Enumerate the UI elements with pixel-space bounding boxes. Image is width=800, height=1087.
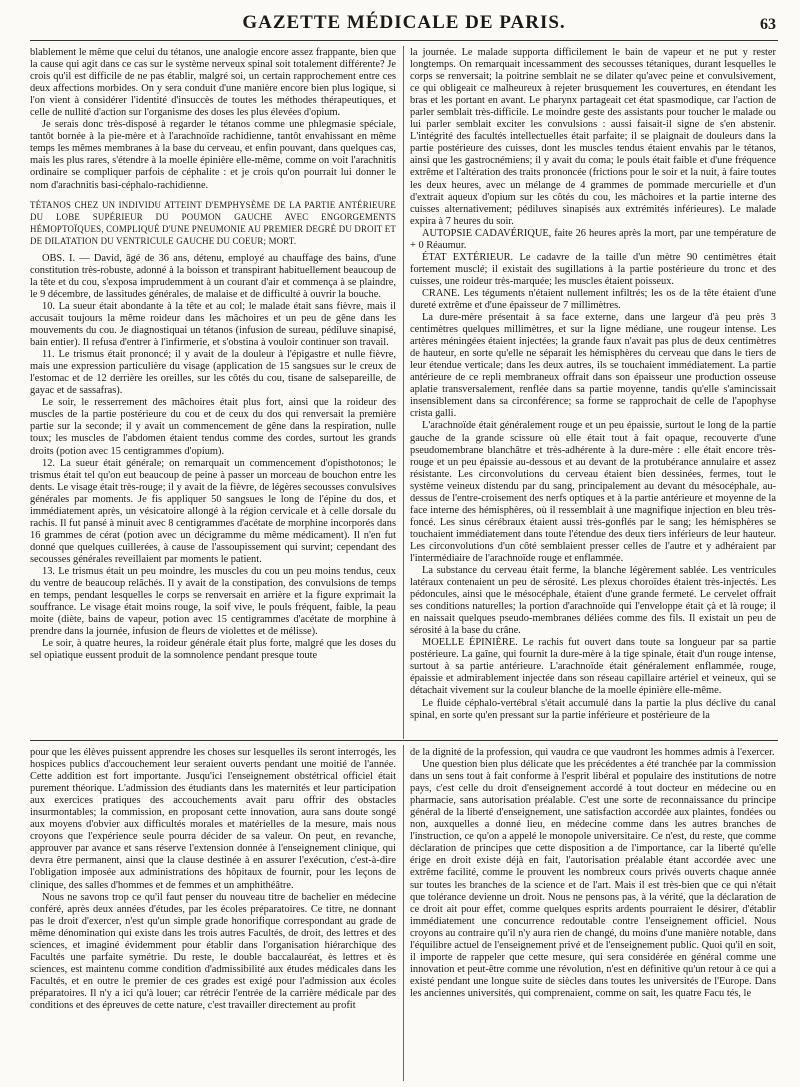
paragraph: MOELLE ÉPINIÈRE. Le rachis fut ouvert dans toute sa longueur par sa partie postérieure. La gaîne, qui fournit la dure-mère à la tige spinale, était d'un rouge intense, surtout à sa partie antérieure. L'arachnoïde était généralement enflammée, rouge, épaissie et admirablement injectée dans son réseau capillaire artériel et veineux, qui se détachait vivement sur la couleur blanche de la moelle épinière elle-même. [410,637,776,697]
paragraph: de la dignité de la profession, qui vaudra ce que vaudront les hommes admis à l'exercer. [410,747,775,758]
paragraph: blablement le même que celui du tétanos, une analogie encore assez frappante, bien que la cause qui agit dans ce cas sur le système nerveux spinal soit totalement différente? Je crois qu'il est difficile de ne pas établir, malgré soi, un certain rapprochement entre ces deux affections morbides. On y sera conduit d'une manière encore bien plus logique, si l'on vient à considérer l'identité d'insuccès de toutes les méthodes thérapeutiques, et celle de nullité d'action sur l'organisme des doses les plus élevées d'opium. [30,47,396,119]
paragraph: 10. La sueur était abondante à la tête et au col; le malade était sans fièvre, mais il accusait toujours la même roideur dans les mâchoires et un peu de gêne dans les mouvements du cou. Je diagnostiquai un tétanos (infusion de sureau, pédiluve sinapisé, bain entier). Il refusa d'entrer à l'infirmerie, et s'obstina à vouloir continuer son travail. [30,300,396,349]
top-left-column [30,47,396,740]
paragraph: OBS. I. — David, âgé de 36 ans, détenu, employé au chauffage des bains, d'une constitution très-robuste, adonné à la boisson et transpirant habituellement beaucoup de la tête et du cou, s'exposa imprudemment à un courant d'air et commença à se plaindre, le 9 décembre, de lassitudes générales, de malaise et de difficulté à ouvrir la bouche. [30,252,396,300]
paragraph: Je serais donc très-disposé à regarder le tétanos comme une phlegmasie spéciale, tantôt bornée à la pie-mère et à l'arachnoïde rachidienne, tantôt envahissant en même temps les mêmes membranes à la base du cerveau, et enfin pouvant, dans quelques cas, mais les plus rares, s'étendre à la moelle épinière elle-même, comme on voit l'arachnitis ordinaire se compliquer parfois de céphalite : et je crois qu'on pourrait lui donner le nom d'arachnitis basi-céphalo-rachidienne. [30,119,396,191]
page-header [30,0,778,41]
bottom-article-section [30,747,778,1077]
top-right-column [410,47,776,740]
paragraph: 13. Le trismus était un peu moindre, les muscles du cou un peu moins tendus, ceux du ventre de beaucoup relâchés. Il y avait de la constipation, des convulsions de temps en temps, pendant lesquelles le corps se renversait en arrière et la figure exprimait la souffrance. Le visage était moins rouge, la soif vive, le pouls fréquent, faible, la peau moite (diète, bains de vapeur, potion avec 15 centigrammes d'acétate de morphine à prendre dans la journée, infusion de fleurs de violettes et de mélisse). [30,565,396,638]
paragraph: 12. La sueur était générale; on remarquait un commencement d'opisthotonos; le trismus était tel qu'on eut beaucoup de peine à passer un morceau de bouchon entre les dents. Le visage était très-rouge; il y avait de la fièvre, de légères secousses convulsives générales par moments. Je fis appliquer 50 sangsues le long de l'épine du dos, et immédiatement après, un vésicatoire allongé à la région cervicale et à celle dorsale du rachis. Il fut pansé à minuit avec 8 centigrammes d'acétate de morphine incorporés dans 16 grammes de cérat (potion avec un décigramme du même médicament). Il n'en fut donné que quelques cuillerées, à cause de l'assoupissement qui survint; cependant des secousses générales reveillaient par moments le patient. [30,457,396,565]
top-article-section [30,47,778,741]
paragraph: Le soir, le resserrement des mâchoires était plus fort, ainsi que la roideur des muscles de la partie postérieure du cou et de ceux du dos qui renversait la première partie sur la seconde; il y avait un commencement de gêne dans la respiration, nulle toux; les muscles de l'abdomen étaient tendus comme des cordes, surtout les grands droits (potion avec 15 centigrammes d'opium). [30,397,396,457]
column-rule-top [403,46,404,739]
paragraph: 11. Le trismus était prononcé; il y avait de la douleur à l'épigastre et nulle fièvre, mais une expression particulière du visage (application de 15 sangsues sur le creux de l'estomac et de 12 derrière les oreilles, sur les côtés du cou, tisane de salsepareille, de gayac et de sassafras). [30,349,396,397]
paragraph: La dure-mère présentait à sa face externe, dans une largeur d'à peu près 3 centimètres quelques millimètres, et sur la ligne médiane, une rougeur intense. Les artères méningées étaient injectées; la grande faux n'avait pas plus de deux centimètres de hauteur, en sorte qu'elle ne séparait les hémisphères du cerveau que dans le tiers de leur étendue verticale; dans les deux autres, ils se touchaient immédiatement. La partie antérieure de ce repli membraneux offrait dans son épaisseur une production osseuse aplatie transversalement, renflée dans sa partie moyenne, tandis qu'elle s'amincissait insensiblement dans sa circonférence; sa forme se rapprochait de celle de l'apophyse crista galli. [410,312,776,420]
bottom-right-column [410,747,776,1077]
paragraph: ÉTAT EXTÉRIEUR. Le cadavre de la taille d'un mètre 90 centimètres était fortement musclé; il existait des sugillations à la partie postérieure du tronc et des cuisses, une roideur très-marquée; les muscles étaient poisseux. [410,251,776,287]
publication-title: GAZETTE MÉDICALE DE PARIS. [242,12,566,33]
section-heading: TÉTANOS CHEZ UN INDIVIDU ATTEINT D'EMPHYSÈME DE LA PARTIE ANTÉRIEURE DU LOBE SUPÉRIEUR DU POUMON GAUCHE AVEC ENGORGEMENTS HÉMOPTOÏQUES, COMPLIQUÉ D'UNE PNEUMONIE AU PREMIER DEGRÉ DU DROIT ET DE DILATATION DU VENTRICULE GAUCHE DU COEUR; MORT. [30,199,396,246]
paragraph: pour que les élèves puissent apprendre les choses sur lesquelles ils seront interrogés, les hospices publics d'accouchement leur seraient ouverts pendant une moitié de l'année. Cette addition est fort importante. Jusqu'ici l'enseignement obstétrical officiel était purement théorique. L'admission des étudiants dans les maternités et leur participation aux exercices pratiques des accouchements avait paru offrir des obstacles insurmontables; la commission, en proposant cette innovation, aura sans doute songé aux moyens d'obvier aux difficultés morales et matérielles de la mesure, mais nous croyons que l'expérience seule pourra décider de sa valeur. On peut, en revanche, approuver par avance et sans réserve l'extension donnée à l'enseignement clinique, qui devra être permanent, ainsi que la clause destinée à en assurer l'exécution, c'est-à-dire l'obligation imposée aux administrations des hôpitaux de fournir, pour les leçons de clinique, des salles d'hommes et de femmes et un amphithéâtre. [30,747,396,891]
paragraph: AUTOPSIE CADAVÉRIQUE, faite 26 heures après la mort, par une température de + 0 Réaumur. [410,227,776,251]
paragraph: Nous ne savons trop ce qu'il faut penser du nouveau titre de bachelier en médecine conféré, après deux années d'études, par les écoles préparatoires. Ce titre, ne donnant pas le droit d'exercer, n'est qu'un simple grade honorifique correspondant au grade de même dénomination qui existe dans les trois autres Facultés, de droit, des lettres et des sciences, et imaginé évidemment pour établir dans l'organisation hiérarchique des Facultés une parfaite symétrie. Du reste, le double baccalauréat, ès lettres et ès sciences, est maintenu comme condition d'admissibilité aux études médicales dans les Facultés, et en outre le premier de ces grades est exigé pour l'admission aux écoles préparatoires. Il n'y a ici qu'à louer; car rétrécir l'entrée de la carrière médicale par des conditions et des épreuves de cette nature, c'est travailler directement au profit [30,891,396,1011]
bottom-left-column [30,747,396,1077]
paragraph: La substance du cerveau était ferme, la blanche légèrement sablée. Les ventricules latéraux contenaient un peu de sérosité. Les plexus choroïdes étaient très-injectés. Les pédoncules, ainsi que le mésocéphale, étaient d'une grande fermeté. Le cervelet offrait ses conditions naturelles; la portion d'arachnoïde qui l'enveloppe était çà et là rouge; il en naissait quelques pseudo-membranes déliées comme des fils. Il existait un peu de sérosité à la base du crâne. [410,565,776,637]
paragraph: L'arachnoïde était généralement rouge et un peu épaissie, surtout le long de la partie gauche de la grande scissure où elle était tout à fait opaque, recouverte d'une pseudomembrane blanchâtre et très-adhérente à la dure-mère : elle était encore très-rouge et un peu épaissie au-dessous et au devant de la protubérance annulaire et assez résistante. Les circonvolutions du cerveau étaient bien dessinées, fermes, tout le système veineux distendu par du sang, principalement au devant du mésocéphale, au-dessus de l'entre-croisement des nerfs optiques et à la partie antérieure et moyenne de la face interne des hémisphères, où il ressemblait à une magnifique injection en bleu très-foncé. Les sinus cérébraux étaient aussi très-gonflés par le sang; les hémisphères se touchaient immédiatement dans toute l'étendue des deux tiers inférieurs de leur hauteur. Les circonvolutions d'un côté semblaient presser celles de l'autre et y adhéraient par l'intermédiaire de l'arachnoïde rouge et enflammée. [410,420,776,564]
paragraph: Le fluide céphalo-vertébral s'était accumulé dans la partie la plus déclive du canal spinal, en sorte qu'en pressant sur la partie inférieure et postérieure de la [410,697,776,721]
paragraph: CRANE. Les téguments n'étaient nullement infiltrés; les os de la tête étaient d'une dureté extrême et d'une épaisseur de 7 millimètres. [410,287,776,311]
paragraph: la journée. Le malade supporta difficilement le bain de vapeur et ne put y rester longtemps. On remarquait incessamment des secousses tétaniques, durant lesquelles le corps se renversait; la poitrine semblait ne se dilater qu'avec peine et convulsivement, ce qui obligeait ce malheureux à rejeter brusquement les couvertures, en étendant les bras et les portant en avant. Le pharynx partageait cet état spasmodique, car l'action de parler semblait très-difficile. Le moindre geste des assistants pour toucher le malade ou lui parler semblait exciter les convulsions : aussi faisait-il signe de s'en abstenir. L'intégrité des facultés intellectuelles était parfaite; il se plaignait de douleurs dans la partie postérieure des cuisses, dont les muscles tendus étaient envahis par le tétanos, ainsi que les gastrocnémiens; il y avait du coma; le pouls était faible et d'une fréquence extrême et l'altération des traits prononcée (frictions pour le soir et la nuit, à faire toutes les deux heures, avec un mélange de 4 grammes de pommade mercurielle et d'un d'extrait aqueux d'opium sur les côtés du cou, les mâchoires et la partie interne des cuisses alternativement; pédiluves sinapisés aux extrémités inférieures). Le malade expira à 7 heures du soir. [410,47,776,227]
column-rule-bottom [403,745,404,1081]
page-number: 63 [760,16,776,33]
paragraph: Une question bien plus délicate que les précédentes a été tranchée par la commission dans un sens tout à fait conforme à l'esprit libéral et populaire des institutions de notre pays, c'est celle du droit d'enseignement accordé à tout docteur en médecine ou en pharmacie, sans autorisation préalable. C'est une sorte de reconnaissance du principe général de la liberté d'enseignement, une satisfaction accordée aux plaintes, fondées ou non, auxquelles a donné lieu, en médecine comme dans les autres branches de l'instruction, ce qu'on a appelé le monopole universitaire. Ce n'est, du reste, que comme déclaration de principes que cette disposition a de l'importance, car la liberté qu'elle érige en droit existe déjà en fait, l'autorisation préalable étant accordée avec une extrême facilité, comme le prouvent les nombreux cours privés ouverts chaque année sur toutes les branches de la science et de l'art. Mais il est très-bien que ce qui n'était que tolérance devienne un droit. Nous ne pensons pas, à la vérité, que la déclaration de ce droit ait pour effet, comme quelques esprits ardents pourraient le désirer, d'établir immédiatement une concurrence redoutable contre l'enseignement officiel. Nous croyons au contraire qu'il n'y aura rien de changé, du moins d'une manière notable, dans l'équilibre actuel de l'enseignement privé et de l'enseignement public. Quoi qu'il en soit, il importe de rappeler que cette mesure, qui sera considérée en général comme une innovation et peut-être comme une révolution, n'est en définitive qu'un retour à ce qui a existé pendant une longue suite de siècles dans toutes les universités de l'Europe. Dans les anciennes universités, qui comprenaient, comme on sait, les quatre Facu tés, le [410,759,776,999]
paragraph: Le soir, à quatre heures, la roideur générale était plus forte, malgré que les doses du sel opiatique eussent produit de la somnolence pendant presque toute [30,638,396,662]
